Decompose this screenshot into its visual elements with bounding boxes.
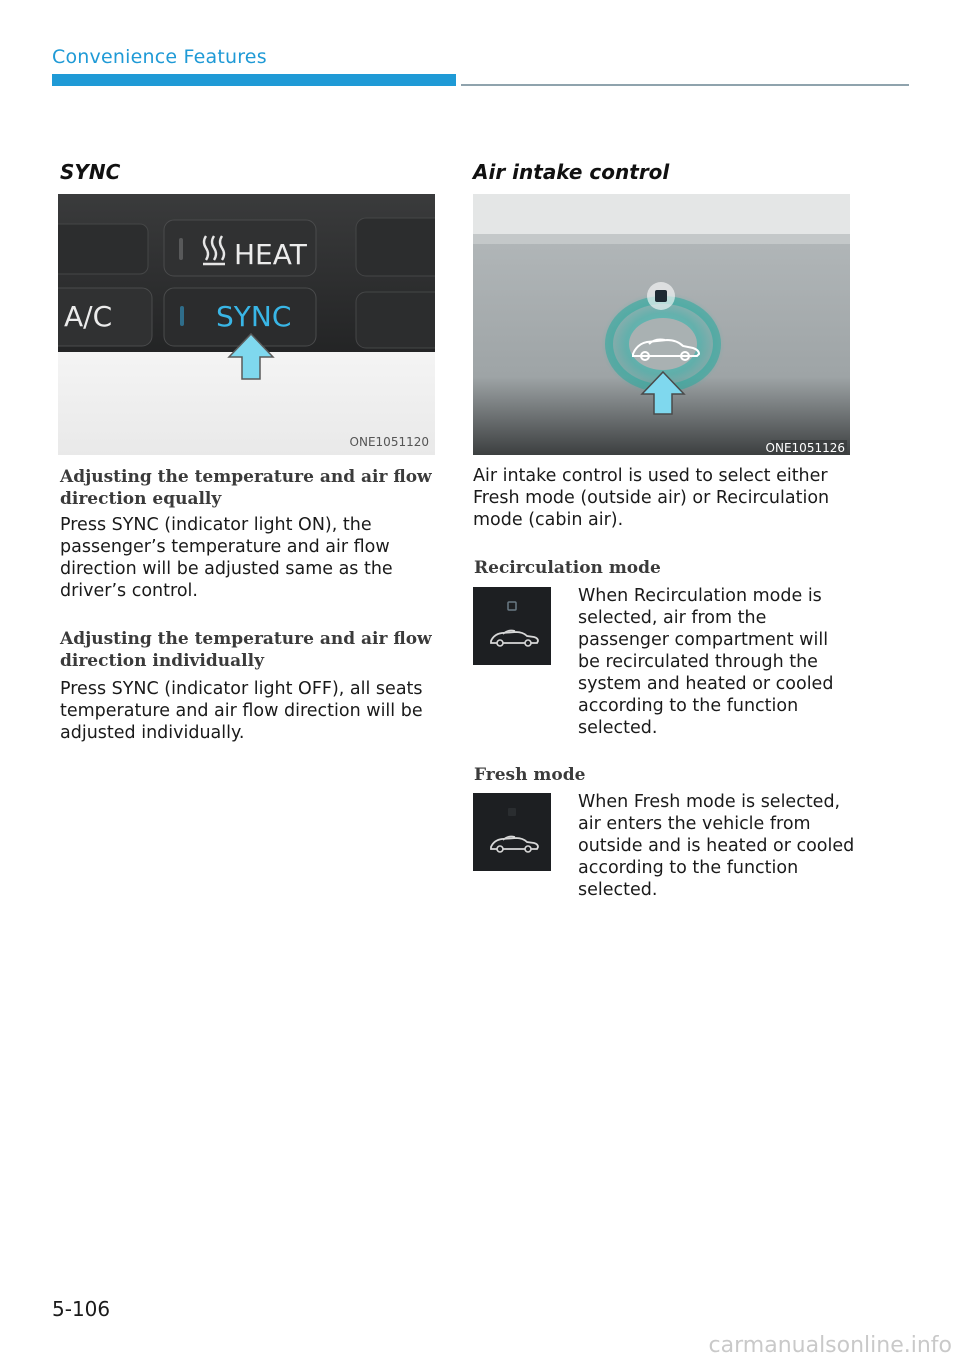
recirculation-heading: Recirculation mode — [474, 558, 661, 578]
air-intake-illustration — [473, 194, 850, 455]
air-intake-figure-code: ONE1051126 — [765, 441, 845, 455]
sync-individual-heading: Adjusting the temperature and air flow direction individually — [60, 629, 432, 671]
header-rule-accent — [52, 74, 456, 86]
recirculation-text: When Recirculation mode is selected, air from the passenger compartment will be recirculated through the system and heated or cooled according to the function selected. — [578, 586, 834, 738]
air-intake-intro-text: Air intake control is used to select either Fresh mode (outside air) or Recirculation mode (cabin air). — [473, 466, 830, 530]
heat-button-label: HEAT — [234, 238, 307, 271]
ac-button-label: A/C — [64, 300, 113, 333]
fresh-mode-icon — [473, 793, 551, 871]
sync-figure — [58, 194, 435, 455]
sync-section-title: SYNC — [60, 160, 121, 184]
sync-individual-text: Press SYNC (indicator light OFF), all seats temperature and air flow direction will be adjusted individually. — [60, 679, 423, 743]
air-intake-section-title: Air intake control — [473, 160, 670, 184]
sync-button-label: SYNC — [216, 300, 292, 333]
header-rule — [461, 84, 909, 86]
fresh-heading: Fresh mode — [474, 765, 586, 785]
climate-panel-illustration — [58, 194, 435, 455]
section-header-title: Convenience Features — [52, 46, 267, 68]
recirculation-mode-icon — [473, 587, 551, 665]
sync-figure-code: ONE1051120 — [349, 435, 429, 449]
page-number: 5-106 — [52, 1297, 111, 1321]
fresh-text: When Fresh mode is selected, air enters the vehicle from outside and is heated or cooled according to the function selected. — [578, 792, 855, 900]
air-intake-figure — [473, 194, 850, 455]
watermark: carmanualsonline.info — [708, 1333, 952, 1358]
sync-equal-text: Press SYNC (indicator light ON), the passenger’s temperature and air flow direction will be adjusted same as the driver’s control. — [60, 515, 393, 601]
sync-equal-heading: Adjusting the temperature and air flow direction equally — [60, 467, 432, 509]
